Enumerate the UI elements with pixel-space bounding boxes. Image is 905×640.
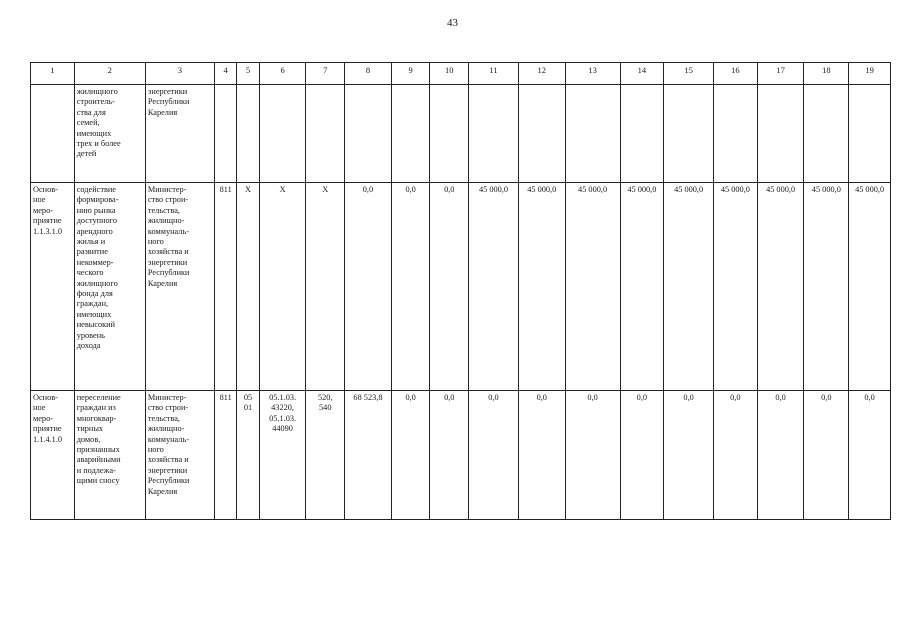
- table-cell: 45 000,0: [804, 183, 849, 391]
- table-cell: [391, 85, 430, 183]
- table-cell: 0,0: [391, 183, 430, 391]
- table-cell: содействие формирова- нию рынка доступного арендного жилья и развитие некоммер- ческого жилищного фонда для граждан, имеющих невысокий уровень дохода: [74, 183, 145, 391]
- table-cell: [306, 85, 345, 183]
- table-cell: энергетики Республики Карелия: [145, 85, 214, 183]
- table-cell: 45 000,0: [469, 183, 519, 391]
- header-row: [31, 63, 891, 85]
- table-cell: 0,0: [565, 391, 620, 520]
- table-cell: [259, 85, 306, 183]
- table-cell: 811: [214, 391, 236, 520]
- table-row: [31, 391, 891, 520]
- table-cell: Министер- ство строи- тельства, жилищно- коммуналь- ного хозяйства и энергетики Республики Карелия: [145, 183, 214, 391]
- table-cell: Х: [306, 183, 345, 391]
- table-cell: 45 000,0: [849, 183, 891, 391]
- table-cell: [620, 85, 664, 183]
- page-number: 43: [447, 17, 458, 29]
- table-cell: [849, 85, 891, 183]
- table-cell: 0,0: [804, 391, 849, 520]
- table-cell: 0,0: [391, 391, 430, 520]
- table-cell: Министер- ство строи- тельства, жилищно- коммуналь- ного хозяйства и энергетики Республики Карелия: [145, 391, 214, 520]
- table-row: [31, 85, 891, 183]
- table-cell: [664, 85, 714, 183]
- column-header: 13: [565, 63, 620, 85]
- table-cell: 0,0: [430, 183, 469, 391]
- column-header: 16: [714, 63, 758, 85]
- table-cell: [804, 85, 849, 183]
- table-cell: [469, 85, 519, 183]
- table-cell: 0,0: [849, 391, 891, 520]
- table-cell: 05 01: [237, 391, 259, 520]
- table-cell: Х: [259, 183, 306, 391]
- table-cell: 0,0: [757, 391, 804, 520]
- table-cell: 45 000,0: [565, 183, 620, 391]
- table-cell: 05.1.03. 43220, 05.1.03. 44090: [259, 391, 306, 520]
- table-cell: 811: [214, 183, 236, 391]
- table-cell: переселение граждан из многоквар- тирных домов, признанных аварийными и подлежа- щими сносу: [74, 391, 145, 520]
- column-header: 5: [237, 63, 259, 85]
- column-header: 19: [849, 63, 891, 85]
- table-cell: 45 000,0: [714, 183, 758, 391]
- table-cell: [345, 85, 392, 183]
- column-header: 10: [430, 63, 469, 85]
- column-header: 2: [74, 63, 145, 85]
- table-cell: 0,0: [664, 391, 714, 520]
- table-cell: 45 000,0: [664, 183, 714, 391]
- table-cell: 0,0: [345, 183, 392, 391]
- table-cell: [214, 85, 236, 183]
- table-cell: жилищного строитель- ства для семей, имеющих трех и более детей: [74, 85, 145, 183]
- column-header: 15: [664, 63, 714, 85]
- table-cell: 45 000,0: [620, 183, 664, 391]
- table-cell: 0,0: [430, 391, 469, 520]
- column-header: 12: [518, 63, 565, 85]
- table-cell: [31, 85, 75, 183]
- table-cell: [565, 85, 620, 183]
- budget-table: [30, 62, 891, 520]
- table-cell: [714, 85, 758, 183]
- column-header: 9: [391, 63, 430, 85]
- table-cell: 0,0: [714, 391, 758, 520]
- table-cell: Основ- ное меро- приятие 1.1.4.1.0: [31, 391, 75, 520]
- column-header: 4: [214, 63, 236, 85]
- table-cell: 0,0: [469, 391, 519, 520]
- column-header: 8: [345, 63, 392, 85]
- column-header: 18: [804, 63, 849, 85]
- column-header: 7: [306, 63, 345, 85]
- table-cell: 45 000,0: [757, 183, 804, 391]
- table-cell: [237, 85, 259, 183]
- table-cell: [430, 85, 469, 183]
- column-header: 11: [469, 63, 519, 85]
- table-cell: [757, 85, 804, 183]
- table-cell: 0,0: [620, 391, 664, 520]
- table-cell: Основ- ное меро- приятие 1.1.3.1.0: [31, 183, 75, 391]
- table-cell: 68 523,8: [345, 391, 392, 520]
- table-row: [31, 183, 891, 391]
- column-header: 3: [145, 63, 214, 85]
- table-cell: 0,0: [518, 391, 565, 520]
- table-cell: 45 000,0: [518, 183, 565, 391]
- table-cell: [518, 85, 565, 183]
- table-cell: Х: [237, 183, 259, 391]
- column-header: 14: [620, 63, 664, 85]
- table-cell: 520, 540: [306, 391, 345, 520]
- column-header: 1: [31, 63, 75, 85]
- column-header: 17: [757, 63, 804, 85]
- column-header: 6: [259, 63, 306, 85]
